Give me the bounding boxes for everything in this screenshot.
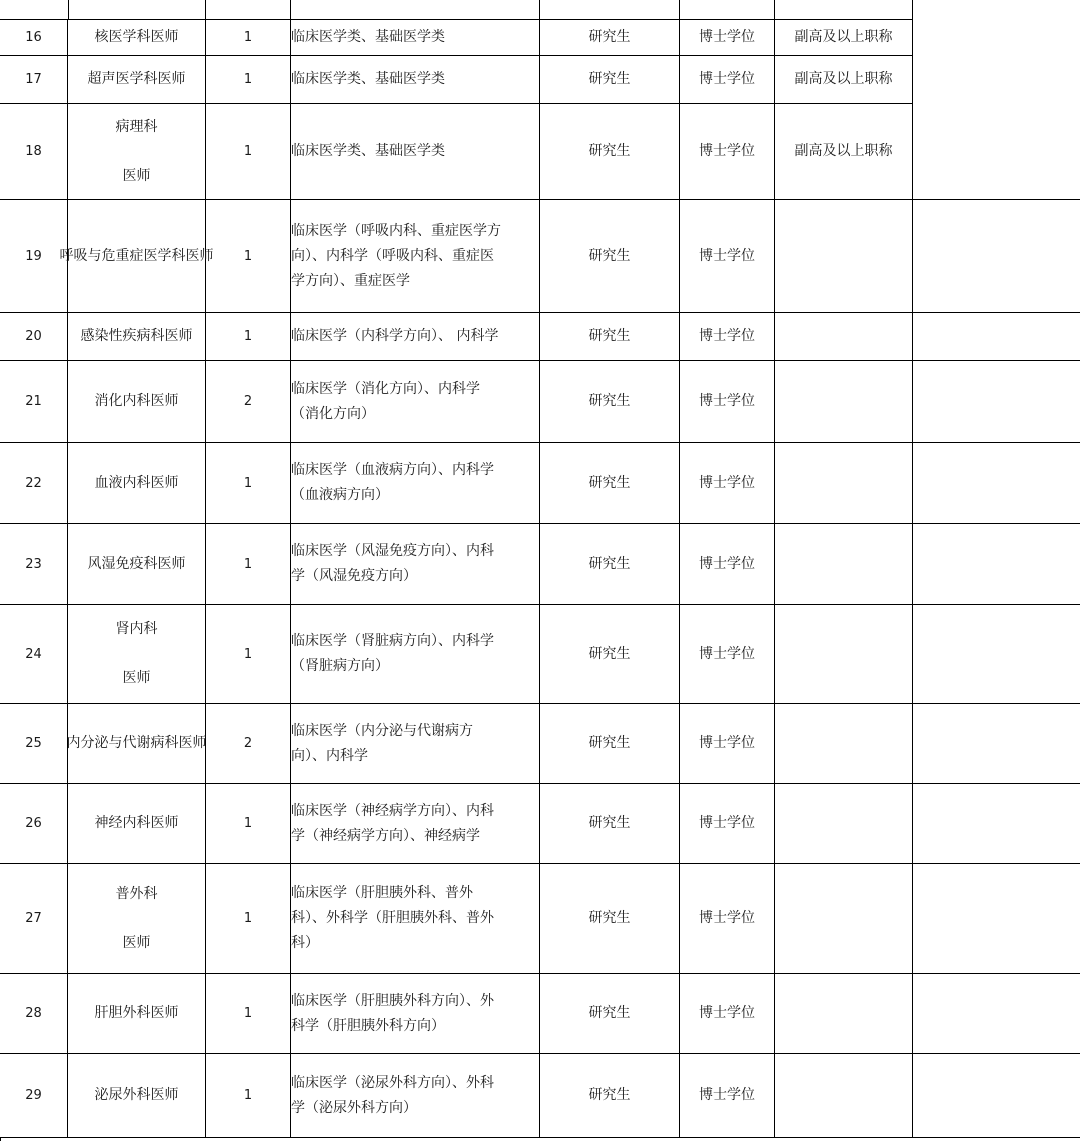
headcount: 1 (206, 200, 291, 313)
major-requirement (291, 56, 540, 104)
grid-line (539, 0, 540, 20)
headcount: 1 (206, 784, 291, 864)
headcount: 1 (206, 864, 291, 974)
major-requirement-line: 临床医学（风湿免疫方向）、内科 (291, 543, 494, 559)
major-requirement (291, 974, 540, 1054)
major-requirement-line: （血液病方向） (291, 487, 389, 503)
position-name (68, 1054, 206, 1138)
degree-requirement: 博士学位 (680, 974, 775, 1054)
title-requirement (775, 704, 913, 784)
position-name (59, 200, 214, 313)
grid-line (912, 0, 913, 200)
major-requirement (291, 704, 540, 784)
major-requirement-line: 临床医学（肝胆胰外科方向）、外 (291, 992, 494, 1009)
headcount: 1 (206, 20, 291, 56)
grid-line (205, 0, 206, 20)
major-requirement-line: 临床医学（呼吸内科、重症医学方 (291, 222, 501, 239)
education-level: 研究生 (540, 974, 680, 1054)
headcount: 1 (206, 56, 291, 104)
major-requirement (291, 784, 540, 864)
headcount: 1 (206, 313, 291, 361)
row-number: 29 (0, 1054, 68, 1138)
remarks (913, 974, 1080, 1054)
major-requirement-line: 临床医学类、基础医学类 (291, 71, 445, 87)
position-name-line: 神经内科医师 (94, 815, 179, 831)
major-requirement-line: （肾脏病方向） (291, 658, 389, 674)
title-requirement (775, 443, 913, 524)
position-name-line: 肾内科 (115, 621, 158, 637)
remarks (913, 864, 1080, 974)
title-requirement (775, 524, 913, 605)
position-name-line: 医师 (122, 167, 151, 184)
row-number: 17 (0, 56, 68, 104)
headcount: 1 (206, 974, 291, 1054)
grid-line (68, 0, 69, 20)
major-requirement (291, 20, 540, 56)
headcount: 1 (206, 104, 291, 200)
position-name (68, 313, 206, 361)
position-name-line: 超声医学科医师 (87, 71, 186, 87)
title-requirement (775, 361, 913, 443)
row-number: 20 (0, 313, 68, 361)
education-level: 研究生 (540, 104, 680, 200)
major-requirement-line: 科）、外科学（肝胆胰外科、普外 (291, 910, 494, 926)
major-requirement-line: 临床医学（肝胆胰外科、普外 (291, 885, 473, 901)
major-requirement-line: 学方向）、重症医学 (291, 272, 410, 289)
major-requirement (291, 1054, 540, 1138)
major-requirement-line: 临床医学类、基础医学类 (291, 143, 445, 159)
degree-requirement: 博士学位 (680, 56, 775, 104)
position-name-line: 科医师 (171, 247, 214, 264)
major-requirement-line: 临床医学（肾脏病方向）、内科学 (291, 633, 494, 649)
degree-requirement: 博士学位 (680, 313, 775, 361)
remarks (913, 524, 1080, 605)
grid-line (290, 0, 291, 20)
row-number: 24 (0, 605, 68, 704)
remarks (913, 200, 1080, 313)
degree-requirement: 博士学位 (680, 605, 775, 704)
title-requirement: 副高及以上职称 (775, 20, 913, 56)
major-requirement (291, 200, 540, 313)
remarks (913, 605, 1080, 704)
major-requirement-line: 临床医学（内科学方向）、 内科学 (291, 328, 499, 344)
position-name-line: 病理科 (115, 118, 158, 135)
position-name (68, 605, 206, 704)
education-level: 研究生 (540, 864, 680, 974)
major-requirement-line: 科） (291, 935, 319, 951)
degree-requirement: 博士学位 (680, 864, 775, 974)
title-requirement (775, 784, 913, 864)
remarks (913, 704, 1080, 784)
education-level: 研究生 (540, 784, 680, 864)
position-name-line: 核医学科医师 (94, 29, 179, 45)
major-requirement-line: 临床医学（泌尿外科方向）、外科 (291, 1074, 494, 1091)
position-name-line: 呼吸与危重症医学 (59, 247, 172, 264)
degree-requirement: 博士学位 (680, 704, 775, 784)
headcount: 1 (206, 1054, 291, 1138)
position-name-line: 泌尿外科医师 (94, 1087, 179, 1103)
headcount: 2 (206, 361, 291, 443)
title-requirement (775, 1054, 913, 1138)
title-requirement (775, 200, 913, 313)
education-level: 研究生 (540, 704, 680, 784)
headcount: 1 (206, 524, 291, 605)
grid-line (679, 0, 680, 20)
title-requirement: 副高及以上职称 (775, 56, 913, 104)
row-number: 22 (0, 443, 68, 524)
row-number: 16 (0, 20, 68, 56)
education-level: 研究生 (540, 200, 680, 313)
major-requirement-line: 临床医学类、基础医学类 (291, 29, 445, 45)
degree-requirement: 博士学位 (680, 784, 775, 864)
major-requirement-line: 科学（肝胆胰外科方向） (291, 1017, 445, 1034)
major-requirement-line: 学（泌尿外科方向） (291, 1099, 417, 1116)
position-name-line: 医师 (122, 934, 151, 951)
position-name (68, 704, 206, 784)
position-name (68, 20, 206, 56)
title-requirement (775, 605, 913, 704)
major-requirement (291, 361, 540, 443)
education-level: 研究生 (540, 361, 680, 443)
education-level: 研究生 (540, 313, 680, 361)
education-level: 研究生 (540, 605, 680, 704)
title-requirement (775, 864, 913, 974)
degree-requirement: 博士学位 (680, 104, 775, 200)
major-requirement (291, 313, 540, 361)
row-number: 28 (0, 974, 68, 1054)
title-requirement (775, 974, 913, 1054)
position-name-line: 医师 (122, 670, 151, 686)
position-name (68, 524, 206, 605)
degree-requirement: 博士学位 (680, 361, 775, 443)
grid-line (913, 199, 1080, 200)
position-name (68, 784, 206, 864)
major-requirement-line: 向）、内科学 (291, 747, 368, 764)
row-number: 21 (0, 361, 68, 443)
row-number: 19 (0, 200, 68, 313)
row-number: 18 (0, 104, 68, 200)
position-name-line: 消化内科医师 (94, 393, 179, 409)
title-requirement (775, 313, 913, 361)
position-name (68, 56, 206, 104)
remarks (913, 1054, 1080, 1138)
education-level: 研究生 (540, 20, 680, 56)
major-requirement (291, 104, 540, 200)
major-requirement-line: 临床医学（消化方向）、内科学 (291, 380, 480, 397)
major-requirement (291, 524, 540, 605)
position-name (68, 864, 206, 974)
title-requirement: 副高及以上职称 (775, 104, 913, 200)
degree-requirement: 博士学位 (680, 443, 775, 524)
row-number: 27 (0, 864, 68, 974)
education-level: 研究生 (540, 1054, 680, 1138)
row-number: 23 (0, 524, 68, 605)
degree-requirement: 博士学位 (680, 200, 775, 313)
major-requirement-line: 临床医学（内分泌与代谢病方 (291, 722, 473, 739)
education-level: 研究生 (540, 524, 680, 605)
position-name (68, 443, 206, 524)
position-name-line: 普外科 (115, 885, 158, 902)
position-name-line: 感染性疾病科医师 (80, 328, 193, 344)
major-requirement (291, 443, 540, 524)
remarks (913, 784, 1080, 864)
position-name-line: 肝胆外科医师 (94, 1005, 179, 1021)
major-requirement-line: 临床医学（神经病学方向）、内科 (291, 802, 494, 819)
major-requirement-line: （消化方向） (291, 405, 375, 422)
position-name-line: 血液内科医师 (94, 474, 179, 491)
major-requirement-line: 学（神经病学方向）、神经病学 (291, 827, 480, 844)
education-level: 研究生 (540, 443, 680, 524)
major-requirement-line: 向）、内科学（呼吸内科、重症医 (291, 247, 494, 264)
remarks (913, 361, 1080, 443)
education-level: 研究生 (540, 56, 680, 104)
position-name (68, 361, 206, 443)
remarks (913, 313, 1080, 361)
row-number: 25 (0, 704, 68, 784)
major-requirement (291, 605, 540, 704)
position-name (68, 974, 206, 1054)
major-requirement-line: 临床医学（血液病方向）、内科学 (291, 462, 494, 478)
headcount: 1 (206, 443, 291, 524)
remarks (913, 443, 1080, 524)
row-number: 26 (0, 784, 68, 864)
major-requirement (291, 864, 540, 974)
headcount: 1 (206, 605, 291, 704)
headcount: 2 (206, 704, 291, 784)
grid-line (774, 0, 775, 20)
position-name (68, 104, 206, 200)
position-name-line: 医师 (178, 735, 207, 751)
major-requirement-line: 学（风湿免疫方向） (291, 568, 417, 584)
degree-requirement: 博士学位 (680, 1054, 775, 1138)
position-name-line: 内分泌与代谢病科 (66, 735, 179, 751)
degree-requirement: 博士学位 (680, 20, 775, 56)
degree-requirement: 博士学位 (680, 524, 775, 605)
position-name-line: 风湿免疫科医师 (87, 555, 186, 572)
